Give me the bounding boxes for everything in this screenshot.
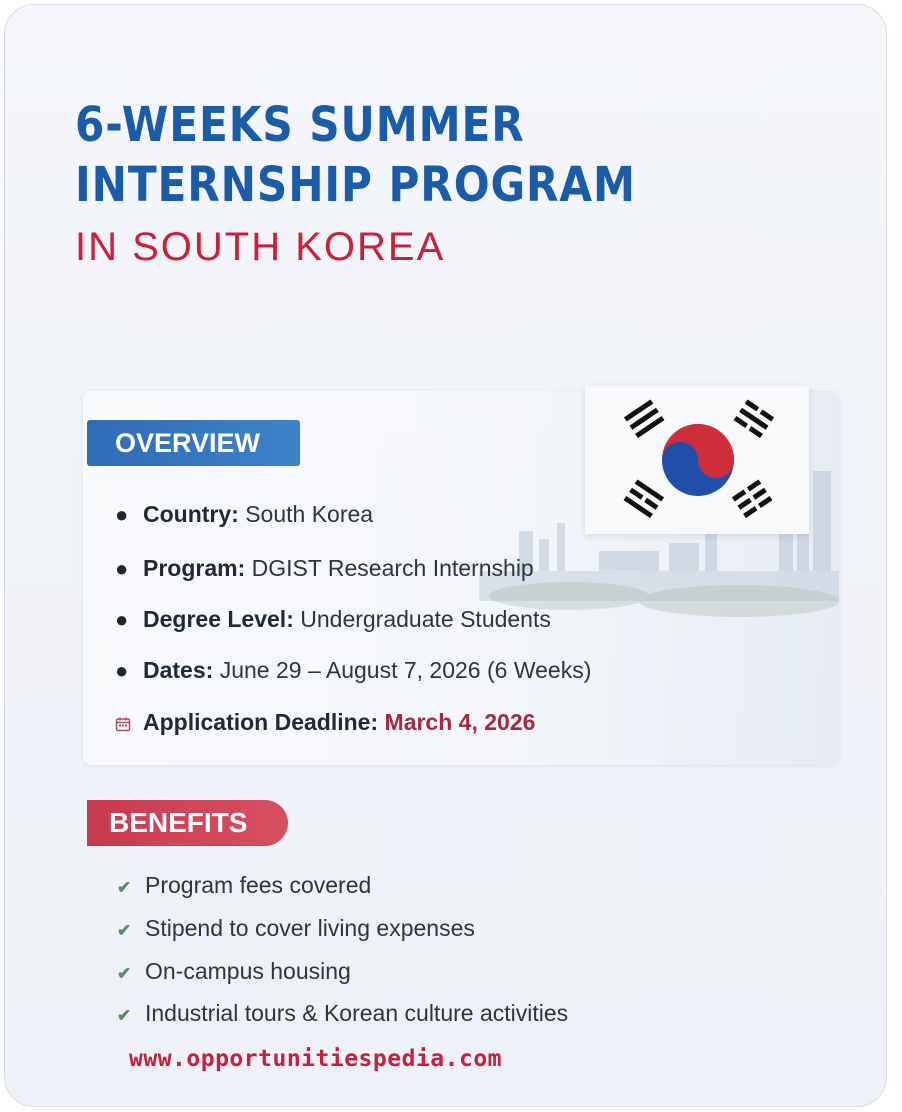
benefit-text: Industrial tours & Korean culture activities	[145, 1000, 569, 1026]
bullet-dot-icon: ●	[115, 556, 129, 581]
south-korea-flag	[585, 386, 809, 534]
deadline-value: March 4, 2026	[378, 709, 536, 735]
overview-item-deadline	[115, 707, 535, 739]
deadline-key: Application Deadline:	[143, 709, 379, 735]
item-key: Degree Level:	[143, 606, 294, 632]
flag-icon	[585, 386, 809, 534]
poster-card	[4, 4, 887, 1107]
item-value: Undergraduate Students	[293, 606, 551, 632]
calendar-icon	[115, 709, 143, 739]
bullet-dot-icon: ●	[115, 607, 129, 632]
item-value: June 29 – August 7, 2026 (6 Weeks)	[213, 657, 592, 683]
title-line-2: INTERNSHIP PROGRAM	[75, 157, 636, 213]
check-icon: ✔	[117, 964, 132, 983]
benefit-item	[117, 956, 351, 989]
bullet-dot-icon: ●	[115, 658, 129, 683]
overview-item-dates	[115, 655, 591, 686]
benefit-text: On-campus housing	[145, 958, 351, 984]
benefit-item	[117, 913, 475, 946]
benefit-text: Stipend to cover living expenses	[145, 915, 475, 941]
overview-item-program	[115, 553, 534, 584]
check-icon: ✔	[117, 921, 132, 940]
benefits-heading: BENEFITS	[87, 800, 288, 846]
overview-heading: OVERVIEW	[87, 420, 300, 466]
benefit-text: Program fees covered	[145, 872, 372, 898]
benefit-item	[117, 998, 568, 1031]
check-icon: ✔	[117, 1006, 132, 1025]
title-line-1: 6-WEEKS SUMMER	[75, 97, 525, 153]
benefit-item	[117, 870, 371, 903]
bullet-dot-icon: ●	[115, 502, 129, 527]
check-icon: ✔	[117, 878, 132, 897]
item-key: Country:	[143, 501, 239, 527]
item-value: DGIST Research Internship	[245, 555, 534, 581]
item-key: Dates:	[143, 657, 214, 683]
subtitle: IN SOUTH KOREA	[75, 225, 446, 269]
item-value: South Korea	[238, 501, 374, 527]
overview-item-country	[115, 499, 373, 530]
website-url: www.opportunitiespedia.com	[129, 1046, 503, 1072]
item-key: Program:	[143, 555, 246, 581]
overview-item-degree-level	[115, 604, 551, 635]
